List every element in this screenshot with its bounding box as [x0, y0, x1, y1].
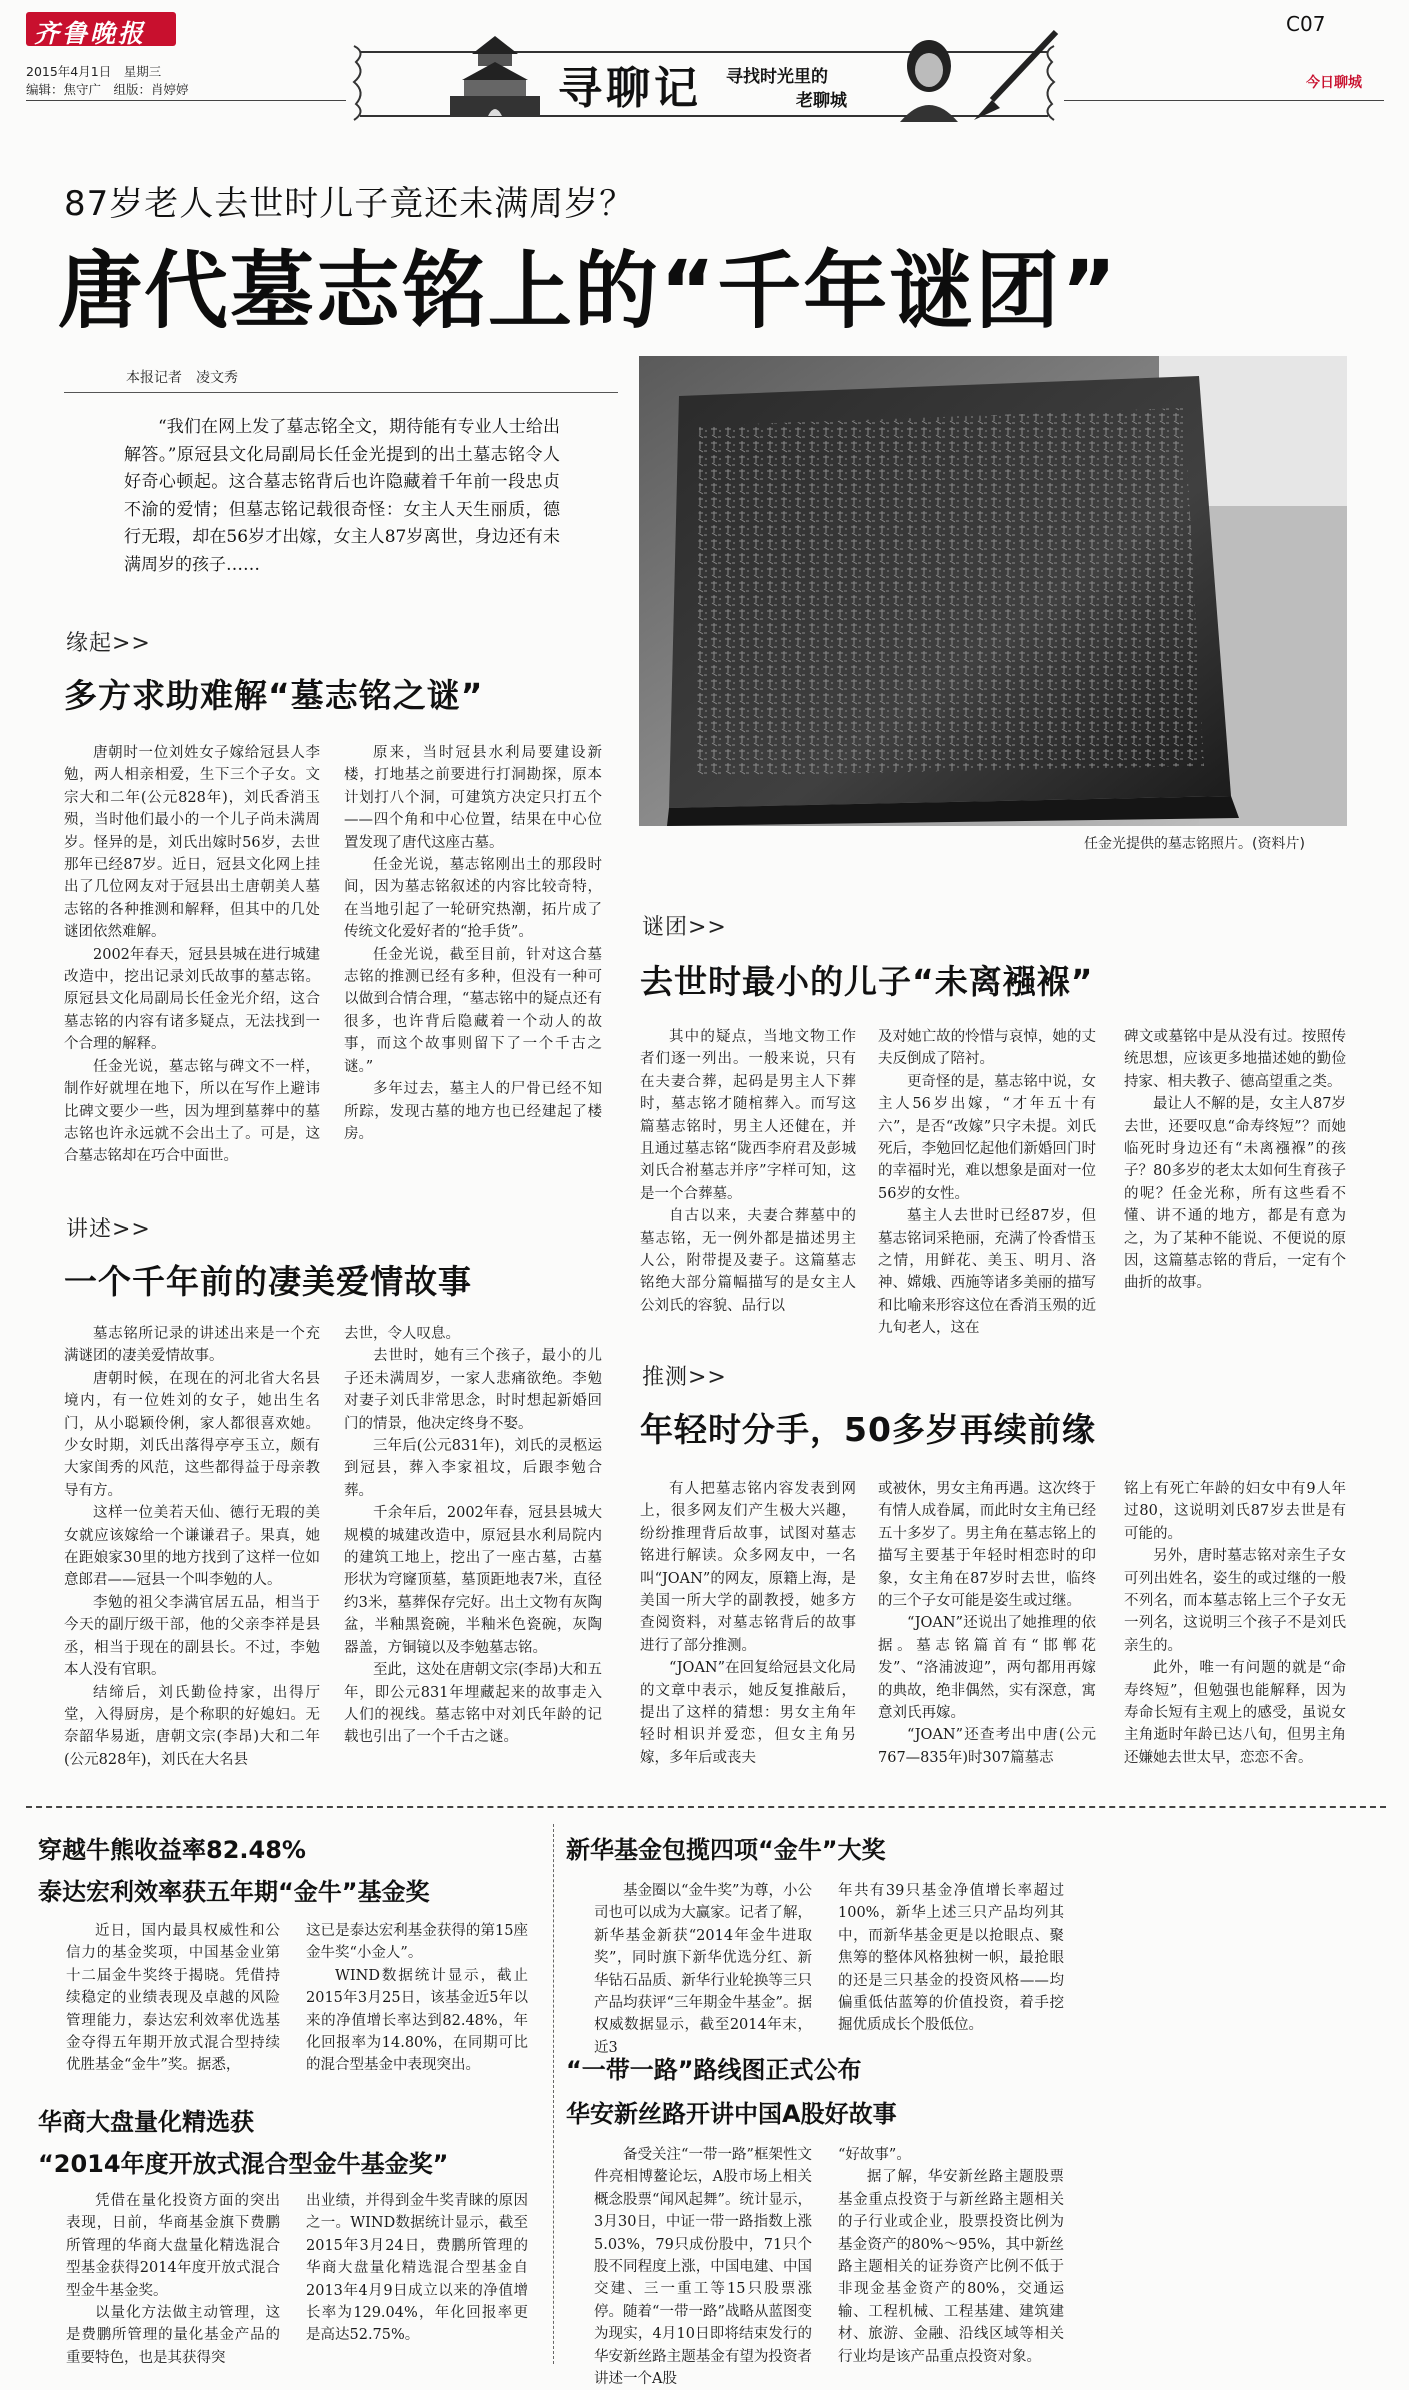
fund-story-3-col-2: [838, 1880, 1064, 2050]
paragraph: 这已是泰达宏利基金获得的第15座金牛奖“小金人”。: [306, 1923, 528, 1962]
masthead-rule: [26, 100, 346, 101]
paragraph: 出业绩，并得到金牛奖青睐的原因之一。WIND数据统计显示，截至2015年3月24日，费鹏所管理的华商大盘量化精选混合型基金自2013年4月9日成立以来的净值增长率为129.04%，年化回报率更是高达52.75%。: [306, 2193, 528, 2344]
paragraph: “JOAN”在回复给冠县文化局的文章中表示，她反复推敲后，提出了这样的猜想：男女主角年轻时相识并爱恋，但女主角另嫁，多年后或丧夫: [640, 1660, 856, 1766]
guess-column-2: [878, 1478, 1096, 1784]
fund-story-1-title-1: 穿越牛熊收益率82.48%: [38, 1836, 306, 1864]
lead-paragraph: “我们在网上发了墓志铭全文，期待能有专业人士给出解答。”原冠县文化局副局长任金光提到的出土墓志铭令人好奇心顿起。这合墓志铭背后也许隐藏着千年前一段忠贞不渝的爱情；但墓志铭记载很奇怪：女主人天生丽质，德行无瑕，却在56岁才出嫁，女主人87岁离世，身边还有未满周岁的孩子……: [124, 417, 560, 575]
origin-column-1: [64, 742, 320, 1172]
fund-story-1-title-2: 泰达宏利效率获五年期“金牛”基金奖: [38, 1878, 430, 1906]
mystery-column-1: [640, 1026, 856, 1326]
photo-caption: 任金光提供的墓志铭照片。(资料片): [1084, 836, 1305, 852]
paragraph: 2002年春天，冠县县城在进行城建改造中，挖出记录刘氏故事的墓志铭。原冠县文化局副局长任金光介绍，这合墓志铭的内容有诸多疑点，无法找到一个合理的解释。: [64, 946, 320, 1053]
paragraph: 另外，唐时墓志铭对亲生子女可列出姓名，姿生的或过继的一般不列名，而本墓志铭上三个子女无一列名，这说明三个孩子不是刘氏亲生的。: [1124, 1548, 1346, 1654]
paragraph: 唐朝时候，在现在的河北省大名县境内，有一位姓刘的女子，她出生名门，从小聪颖伶俐，家人都很喜欢她。少女时期，刘氏出落得亭亭玉立，颇有大家闺秀的风范，这些都得益于母亲教导有方。: [64, 1370, 320, 1499]
paragraph: 及对她亡故的怜惜与哀悼，她的丈夫反倒成了陪衬。: [878, 1029, 1096, 1068]
fund-story-1-col-2: [306, 1920, 528, 2082]
section-label-origin: 缘起>>: [66, 631, 151, 656]
tower-illustration-icon: [440, 32, 550, 118]
paragraph: 其中的疑点，当地文物工作者们逐一列出。一般来说，只有在夫妻合葬，起码是男主人下葬时，墓志铭才随棺葬入。而写这篇墓志铭时，男主人还健在，并且通过墓志铭“陇西李府君及彭城刘氏合祔墓志并序”字样可知，这是一个合葬墓。: [640, 1029, 856, 1202]
paper-name: 齐鲁晚报: [34, 19, 147, 48]
section-label-story: 讲述>>: [66, 1217, 151, 1242]
paragraph: 任金光说，墓志铭与碑文不一样，制作好就埋在地下，所以在写作上避讳比碑文要少一些，因为埋到墓葬中的墓志铭也许永远就不会出土了。可是，这合墓志铭却在巧合中面世。: [64, 1058, 320, 1165]
fund-story-4-col-1: [594, 2144, 812, 2388]
inscription-photo: [639, 356, 1347, 826]
paragraph: “好故事”。: [838, 2147, 911, 2163]
column-name: 寻聊记: [558, 63, 702, 114]
paragraph: 有人把墓志铭内容发表到网上，很多网友们产生极大兴趣，纷纷推理背后故事，试图对墓志铭进行解读。众多网友中，一名叫“JOAN”的网友，原籍上海，是美国一所大学的副教授，她多方查阅资料，对墓志铭背后的故事进行了部分推测。: [640, 1481, 856, 1654]
paragraph: 李勉的祖父李满官居五品，相当于今天的副厅级干部，他的父亲李祥是县丞，相当于现在的副县长。不过，李勉本人没有官职。: [64, 1594, 320, 1679]
paragraph: 这样一位美若天仙、德行无瑕的美女就应该嫁给一个谦谦君子。果真，她在距娘家30里的地方找到了这样一位如意郎君——冠县一个叫李勉的人。: [64, 1505, 320, 1589]
section-name: 今日聊城: [1306, 75, 1362, 91]
paragraph: 结缔后，刘氏勤俭持家，出得厅堂，入得厨房，是个称职的好媳妇。无奈韶华易逝，唐朝文宗(李昂)大和二年(公元828年)，刘氏在大名县: [64, 1684, 320, 1768]
column-slogan-2: 老聊城: [796, 91, 847, 111]
section-title-origin: 多方求助难解“墓志铭之谜”: [64, 676, 484, 715]
section-title-guess: 年轻时分手，50多岁再续前缘: [640, 1410, 1096, 1449]
paragraph: 墓主人去世时已经87岁，但墓志铭词采艳丽，充满了怜香惜玉之情，用鲜花、美玉、明月、洛神、嫦娥、西施等诸多美丽的描写和比喻来形容这位在香消玉殒的近九旬老人，这在: [878, 1208, 1096, 1337]
editors: 编辑：焦守广 组版：肖婷婷: [26, 82, 189, 97]
guess-column-1: [640, 1478, 856, 1784]
paragraph: 至此，这处在唐朝文宗(李昂)大和五年，即公元831年埋藏起来的故事走入人们的视线。墓志铭中对刘氏年龄的记载也引出了一个千古之谜。: [344, 1662, 602, 1746]
paragraph: 唐朝时一位刘姓女子嫁给冠县人李勉，两人相亲相爱，生下三个子女。文宗大和二年(公元828年)，刘氏香消玉殒，当时他们最小的一个儿子尚未满周岁。怪异的是，刘氏出嫁时56岁，去世那年已经87岁。近日，冠县文化网上挂出了几位网友对于冠县出土唐朝美人墓志铭的各种推测和解释，但其中的几处谜团依然难解。: [64, 745, 320, 941]
article-kicker: 87岁老人去世时儿子竟还未满周岁？: [64, 184, 635, 224]
fund-story-4-title-2: 华安新丝路开讲中国A股好故事: [566, 2100, 897, 2128]
paragraph: 多年过去，墓主人的尸骨已经不知所踪，发现古墓的地方也已经建起了楼房。: [344, 1081, 602, 1142]
story-column-1: [64, 1323, 320, 1783]
reporter-photo-icon: [894, 36, 964, 122]
paragraph: 凭借在量化投资方面的突出表现，日前，华商基金旗下费鹏所管理的华商大盘量化精选混合型基金获得2014年度开放式混合型金牛基金奖。: [66, 2193, 280, 2299]
paragraph: 碑文或墓铭中是从没有过。按照传统思想，应该更多地描述她的勤俭持家、相夫教子、德高望重之类。: [1124, 1029, 1346, 1090]
bottom-divider: [26, 1806, 1386, 1808]
column-slogan-1: 寻找时光里的: [726, 67, 828, 87]
bottom-column-divider: [553, 1824, 554, 2364]
fund-story-4-col-2: [838, 2144, 1064, 2374]
paragraph: 去世，令人叹息。: [344, 1326, 460, 1342]
masthead-rule-right: [1064, 100, 1384, 101]
paragraph: 三年后(公元831年)，刘氏的灵柩运到冠县，葬入李家祖坟，后跟李勉合葬。: [344, 1438, 602, 1499]
paragraph: 最让人不解的是，女主人87岁去世，还要叹息“命寿终短”？而她临死时身边还有“未离襁褓”的孩子？80多岁的老太太如何生育孩子的呢？任金光称，所有这些看不懂、讲不通的地方，都是有意为之，为了某种不能说、不便说的原因，这篇墓志铭的背后，一定有个曲折的故事。: [1124, 1096, 1346, 1292]
paragraph: 任金光说，墓志铭刚出土的那段时间，因为墓志铭叙述的内容比较奇特，在当地引起了一轮研究热潮，拓片成了传统文化爱好者的“抢手货”。: [344, 857, 602, 941]
fund-story-3-col-1: [594, 1880, 812, 2056]
inscription-stone-image: [639, 356, 1347, 826]
paragraph: 基金圈以“金牛奖”为尊，小公司也可以成为大赢家。记者了解，新华基金新获“2014年金牛进取奖”，同时旗下新华优选分红、新华钻石品质、新华行业轮换等三只产品均获评“三年期金牛基金”。据权威数据显示，截至2014年末，近3: [594, 1883, 812, 2056]
paragraph: 任金光说，截至目前，针对这合墓志铭的推测已经有多种，但没有一种可以做到合情合理，“墓志铭中的疑点还有很多，也许背后隐藏着一个动人的故事，而这个故事则留下了一个千古之谜。”: [344, 946, 602, 1075]
mystery-column-3: [1124, 1026, 1346, 1326]
paragraph: 去世时，她有三个孩子，最小的儿子还未满周岁，一家人悲痛欲绝。李勉对妻子刘氏非常思念，时时想起新婚回门的情景，他决定终身不娶。: [344, 1348, 602, 1432]
paragraph: 墓志铭所记录的讲述出来是一个充满谜团的凄美爱情故事。: [64, 1326, 320, 1365]
section-title-story: 一个千年前的凄美爱情故事: [64, 1262, 472, 1301]
paragraph: WIND数据统计显示，截止2015年3月25日，该基金近5年以来的净值增长率达到82.48%，年化回报率为14.80%，在同期可比的混合型基金中表现突出。: [306, 1967, 528, 2074]
section-title-mystery: 去世时最小的儿子“未离襁褓”: [640, 962, 1094, 1001]
fund-story-2-col-1: [66, 2190, 280, 2376]
paragraph: 铭上有死亡年龄的妇女中有9人年过80，这说明刘氏87岁去世是有可能的。: [1124, 1481, 1346, 1542]
section-label-mystery: 谜团>>: [642, 915, 727, 940]
paragraph: 备受关注“一带一路”框架性文件亮相博鳌论坛，A股市场上相关概念股票“闻风起舞”。统计显示，3月30日，中证一带一路指数上涨5.03%，79只成份股中，71只个股不同程度上涨，中国电建、中国交建、三一重工等15只股票涨停。随着“一带一路”战略从蓝图变为现实，4月10日即将结束发行的华安新丝路主题基金有望为投资者讲述一个A股: [594, 2147, 812, 2388]
story-column-2: [344, 1323, 602, 1783]
paragraph: 据了解，华安新丝路主题股票基金重点投资于与新丝路主题相关的子行业或企业，股票投资比例为基金资产的80%～95%，其中新丝路主题相关的证券资产比例不低于非现金基金资产的80%，交通运输、工程机械、工程基建、建筑建材、旅游、金融、沿线区域等相关行业均是该产品重点投资对象。: [838, 2169, 1064, 2365]
fund-story-1-col-1: [66, 1920, 280, 2082]
paper-logo: [26, 12, 176, 46]
fund-story-4-title-1: “一带一路”路线图正式公布: [566, 2056, 862, 2084]
article-title: 唐代墓志铭上的“千年谜团”: [58, 242, 1119, 340]
paragraph: 年共有39只基金净值增长率超过100%，新华上述三只产品均列其中，而新华基金更是以抢眼点、聚焦筹的整体风格独树一帜，最抢眼的还是三只基金的投资风格——均偏重低估蓝筹的价值投资，着手挖掘优质成长个股低位。: [838, 1883, 1064, 2034]
paragraph: “JOAN”还查考出中唐(公元767—835年)时307篇墓志: [878, 1727, 1096, 1766]
fund-story-2-title-2: “2014年度开放式混合型金牛基金奖”: [38, 2150, 449, 2178]
paragraph: 或被休，男女主角再遇。这次终于有情人成眷属，而此时女主角已经五十多岁了。男主角在墓志铭上的描写主要基于年轻时相恋时的印象，女主角在87岁时去世，临终的三个子女可能是姿生或过继。: [878, 1481, 1096, 1610]
issue-date: 2015年4月1日 星期三: [26, 64, 162, 79]
paragraph: 更奇怪的是，墓志铭中说，女主人56岁出嫁，“才年五十有六”，是否“改嫁”只字未提。刘氏死后，李勉回忆起他们新婚回门时的幸福时光，难以想象是面对一位56岁的女性。: [878, 1073, 1096, 1202]
byline-rule: [64, 392, 618, 393]
paragraph: “JOAN”还说出了她推理的依据。墓志铭篇首有“邯郸花发”、“洛浦波迎”，两句都用再嫁的典故，绝非偶然，实有深意，寓意刘氏再嫁。: [878, 1615, 1096, 1722]
section-label-guess: 推测>>: [642, 1365, 727, 1390]
paragraph: 以量化方法做主动管理，这是费鹏所管理的量化基金产品的重要特色，也是其获得突: [66, 2305, 280, 2366]
calligraphy-brush-icon: [970, 30, 1060, 120]
paragraph: 此外，唯一有问题的就是“命寿终短”，但勉强也能解释，因为寿命长短有主观上的感受，虽说女主角逝时年龄已达八旬，但男主角还嫌她去世太早，恋恋不舍。: [1124, 1660, 1346, 1766]
guess-column-3: [1124, 1478, 1346, 1784]
page-code: C07: [1286, 12, 1326, 36]
fund-story-2-title-1: 华商大盘量化精选获: [38, 2108, 254, 2136]
fund-story-2-col-2: [306, 2190, 528, 2376]
paragraph: 近日，国内最具权威性和公信力的基金奖项，中国基金业第十二届金牛奖终于揭晓。凭借持续稳定的业绩表现及卓越的风险管理能力，泰达宏利效率优选基金夺得五年期开放式混合型持续优胜基金“金牛”奖。据悉，: [66, 1923, 280, 2074]
byline: 本报记者 凌文秀: [126, 370, 238, 386]
paragraph: 千余年后，2002年春，冠县县城大规模的城建改造中，原冠县水利局院内的建筑工地上，挖出了一座古墓，古墓形状为穹窿顶墓，墓顶距地表7米，直径约3米，墓葬保存完好。出土文物有灰陶盆，半釉黑瓷碗，半釉米色瓷碗，灰陶器盖，方铜镜以及李勉墓志铭。: [344, 1505, 602, 1656]
origin-column-2: [344, 742, 602, 1172]
fund-story-3-title-1: 新华基金包揽四项“金牛”大奖: [566, 1836, 886, 1864]
paragraph: 自古以来，夫妻合葬墓中的墓志铭，无一例外都是描述男主人公，附带提及妻子。这篇墓志铭绝大部分篇幅描写的是女主人公刘氏的容貌、品行以: [640, 1208, 856, 1314]
mystery-column-2: [878, 1026, 1096, 1337]
column-banner: [348, 32, 1060, 122]
paragraph: 原来，当时冠县水利局要建设新楼，打地基之前要进行打洞勘探，原本计划打八个洞，可建筑方决定只打五个——四个角和中心位置，结果在中心位置发现了唐代这座古墓。: [344, 745, 602, 851]
